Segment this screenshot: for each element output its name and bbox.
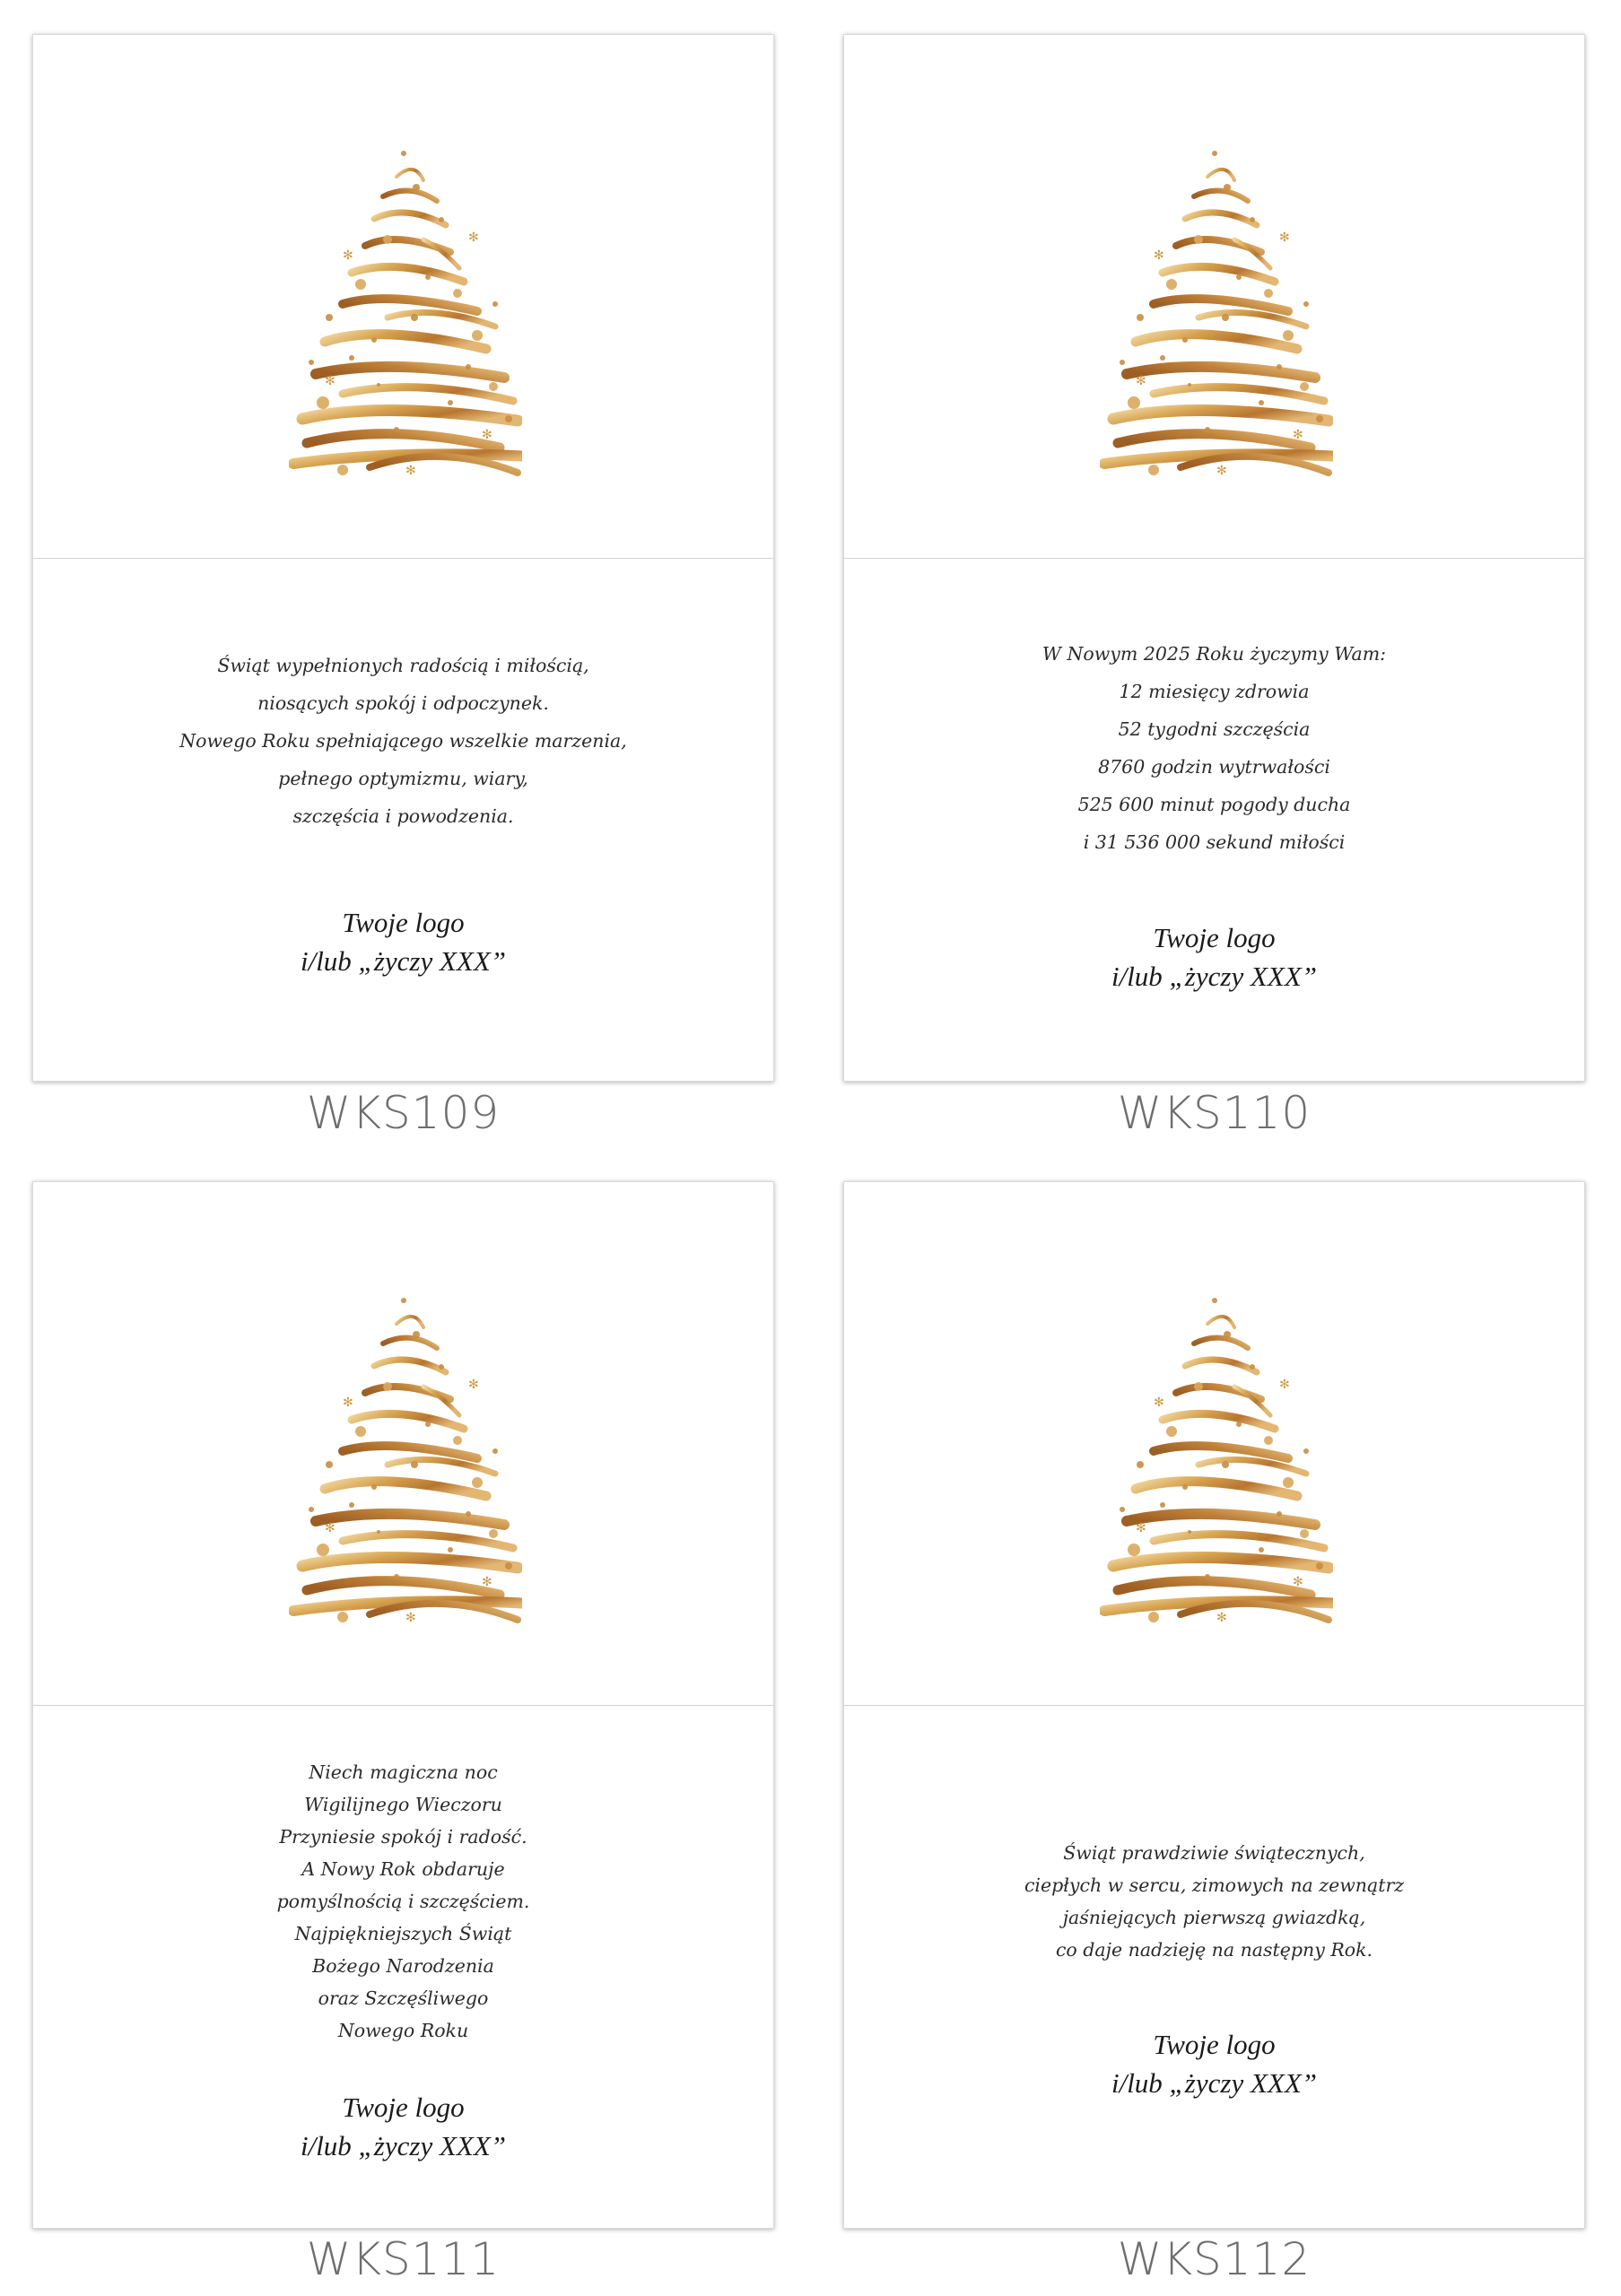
message-line: Niech magiczna noc — [309, 1761, 498, 1783]
message-line: niosących spokój i odpoczynek. — [257, 692, 549, 714]
fold-line — [844, 558, 1584, 559]
fold-line — [844, 1705, 1584, 1706]
svg-text:✻: ✻ — [468, 230, 479, 245]
fold-line — [33, 558, 773, 559]
greeting-message — [69, 647, 737, 835]
signature-logo: Twoje logo — [1153, 2029, 1276, 2060]
message-line: Nowego Roku spełniającego wszelkie marzenia, — [179, 730, 627, 752]
message-line: Najpiękniejszych Świąt — [294, 1923, 512, 1944]
greeting-message — [880, 1837, 1548, 1966]
svg-text:✻: ✻ — [1279, 1378, 1290, 1392]
message-line: pomyślnością i szczęściem. — [276, 1891, 530, 1912]
message-line: Przyniesie spokój i radość. — [279, 1826, 527, 1848]
card-wks111 — [32, 1181, 774, 2229]
message-line: A Nowy Rok obdaruje — [301, 1858, 505, 1880]
signature-logo: Twoje logo — [1153, 922, 1276, 953]
card-wks110 — [843, 34, 1585, 1082]
svg-text:✻: ✻ — [1136, 374, 1146, 388]
product-code: WKS111 — [306, 2233, 501, 2285]
message-line: i 31 536 000 sekund miłości — [1083, 831, 1346, 853]
fold-line — [33, 1705, 773, 1706]
message-line: Nowego Roku — [337, 2020, 469, 2041]
product-code: WKS109 — [306, 1087, 501, 1139]
svg-text:✻: ✻ — [325, 374, 336, 388]
svg-text:✻: ✻ — [1293, 1575, 1303, 1589]
message-line: pełnego optymizmu, wiary, — [278, 768, 528, 789]
svg-text:✻: ✻ — [1279, 230, 1290, 245]
message-line: szczęścia i powodzenia. — [292, 805, 514, 827]
greeting-message — [69, 1756, 737, 2047]
card-wks109 — [32, 34, 774, 1082]
signature — [844, 2025, 1584, 2102]
message-line: 52 tygodni szczęścia — [1118, 718, 1311, 740]
message-line: 8760 godzin wytrwałości — [1098, 756, 1330, 778]
message-line: 12 miesięcy zdrowia — [1119, 681, 1310, 702]
signature-wishes: i/lub „życzy XXX” — [1111, 2067, 1318, 2099]
christmas-tree-icon — [1100, 134, 1333, 483]
christmas-tree-icon — [1100, 1281, 1333, 1631]
svg-text:✻: ✻ — [1293, 428, 1303, 442]
svg-text:✻: ✻ — [468, 1378, 479, 1392]
message-line: Świąt wypełnionych radością i miłością, — [217, 655, 589, 676]
svg-text:✻: ✻ — [343, 248, 353, 263]
message-line: Wigilijnego Wieczoru — [304, 1794, 502, 1815]
product-code: WKS110 — [1117, 1087, 1312, 1139]
signature-logo: Twoje logo — [342, 2092, 465, 2123]
signature — [33, 2088, 773, 2165]
signature-wishes: i/lub „życzy XXX” — [300, 945, 507, 977]
svg-text:✻: ✻ — [325, 1521, 336, 1535]
svg-text:✻: ✻ — [482, 428, 492, 442]
christmas-tree-icon — [289, 1281, 522, 1631]
svg-text:✻: ✻ — [1136, 1521, 1146, 1535]
message-line: 525 600 minut pogody ducha — [1077, 794, 1351, 815]
svg-text:✻: ✻ — [405, 464, 416, 478]
christmas-tree-icon — [289, 134, 522, 483]
svg-text:✻: ✻ — [1216, 1611, 1227, 1625]
svg-text:✻: ✻ — [1154, 1396, 1164, 1410]
signature-wishes: i/lub „życzy XXX” — [1111, 961, 1318, 992]
message-line: oraz Szczęśliwego — [318, 1987, 489, 2009]
message-line: jaśniejących pierwszą gwiazdką, — [1062, 1907, 1366, 1928]
greeting-message — [880, 635, 1548, 861]
message-line: co daje nadzieję na następny Rok. — [1055, 1939, 1373, 1961]
svg-text:✻: ✻ — [1154, 248, 1164, 263]
card-wks112 — [843, 1181, 1585, 2229]
svg-text:✻: ✻ — [405, 1611, 416, 1625]
product-code: WKS112 — [1117, 2233, 1312, 2285]
signature — [844, 918, 1584, 996]
message-line: ciepłych w sercu, zimowych na zewnątrz — [1024, 1874, 1405, 1896]
message-line: Świąt prawdziwie świątecznych, — [1063, 1842, 1365, 1864]
signature — [33, 903, 773, 980]
message-line: Bożego Narodzenia — [312, 1955, 494, 1977]
signature-logo: Twoje logo — [342, 907, 465, 938]
svg-text:✻: ✻ — [1216, 464, 1227, 478]
message-line: W Nowym 2025 Roku życzymy Wam: — [1041, 643, 1387, 665]
svg-text:✻: ✻ — [482, 1575, 492, 1589]
svg-text:✻: ✻ — [343, 1396, 353, 1410]
signature-wishes: i/lub „życzy XXX” — [300, 2130, 507, 2161]
